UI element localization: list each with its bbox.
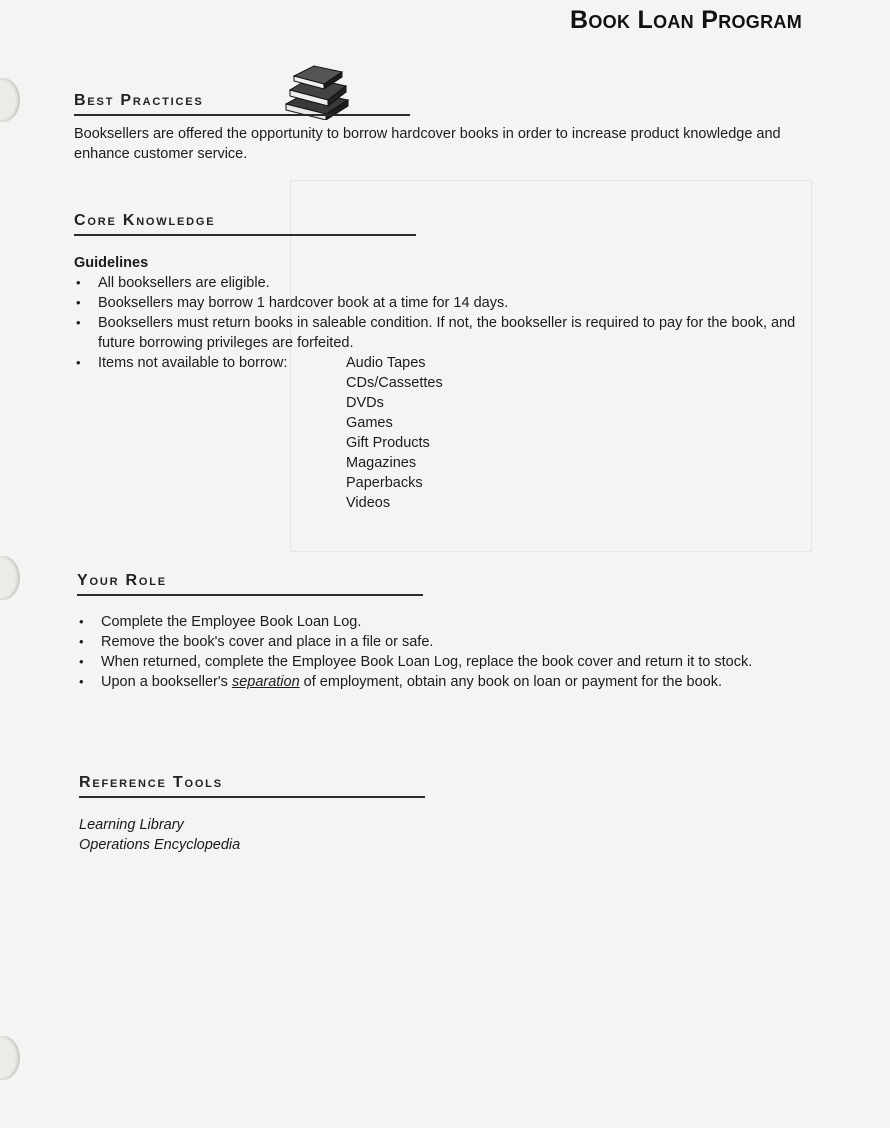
punch-hole <box>0 556 20 600</box>
unavailable-item: Magazines <box>346 455 417 471</box>
punch-hole <box>0 78 20 122</box>
unavailable-label: • Items not available to borrow: <box>98 355 288 371</box>
list-item: • Booksellers must return books in saleable condition. If not, the bookseller is required to pay for the book, and future borrowing privileges are forfeited. <box>74 313 804 353</box>
core-knowledge-heading: Core Knowledge <box>74 212 216 229</box>
your-role-heading: Your Role <box>77 572 167 589</box>
section-divider <box>74 114 410 116</box>
unavailable-item: Paperbacks <box>346 475 423 491</box>
unavailable-item: Gift Products <box>346 435 430 451</box>
core-knowledge-section <box>74 212 416 236</box>
guidelines-list <box>74 273 804 513</box>
best-practices-heading: Best Practices <box>74 92 204 109</box>
list-item: • When returned, complete the Employee Book Loan Log, replace the book cover and return it to stock. <box>77 652 809 672</box>
unavailable-item: Videos <box>346 495 391 511</box>
guidelines-subheading: Guidelines <box>74 255 149 271</box>
unavailable-items-list <box>346 353 443 513</box>
list-item <box>77 672 809 692</box>
section-divider <box>77 594 423 596</box>
reference-item: Operations Encyclopedia <box>79 837 241 853</box>
reference-tools-heading: Reference Tools <box>79 774 223 791</box>
list-item: • Remove the book's cover and place in a file or safe. <box>77 632 809 652</box>
reference-tools-section <box>79 774 425 798</box>
unavailable-items-row <box>98 353 804 513</box>
list-item: • Complete the Employee Book Loan Log. <box>77 612 809 632</box>
unavailable-item: DVDs <box>346 395 384 411</box>
unavailable-item: CDs/Cassettes <box>346 375 443 391</box>
your-role-section <box>77 572 423 596</box>
your-role-block <box>77 612 809 692</box>
role-item-text: of employment, obtain any book on loan or payment for the book. <box>299 674 723 690</box>
unavailable-item: Games <box>346 415 393 431</box>
role-item-text: Upon a bookseller's <box>101 674 232 690</box>
best-practices-section <box>74 92 410 116</box>
your-role-list <box>77 612 809 692</box>
list-item: • All booksellers are eligible. <box>74 273 804 293</box>
guidelines-block <box>74 253 804 513</box>
section-divider <box>74 234 416 236</box>
section-divider <box>79 796 425 798</box>
reference-item: Learning Library <box>79 817 184 833</box>
page-title: Book Loan Program <box>570 6 802 34</box>
separation-link[interactable]: separation <box>231 674 300 690</box>
reference-tools-list <box>79 815 479 855</box>
list-item: • Booksellers may borrow 1 hardcover book at a time for 14 days. <box>74 293 804 313</box>
best-practices-text: Booksellers are offered the opportunity to borrow hardcover books in order to increase product knowledge and enhance customer service. <box>74 126 781 162</box>
list-item <box>74 353 804 513</box>
punch-hole <box>0 1036 20 1080</box>
unavailable-item: Audio Tapes <box>346 355 426 371</box>
